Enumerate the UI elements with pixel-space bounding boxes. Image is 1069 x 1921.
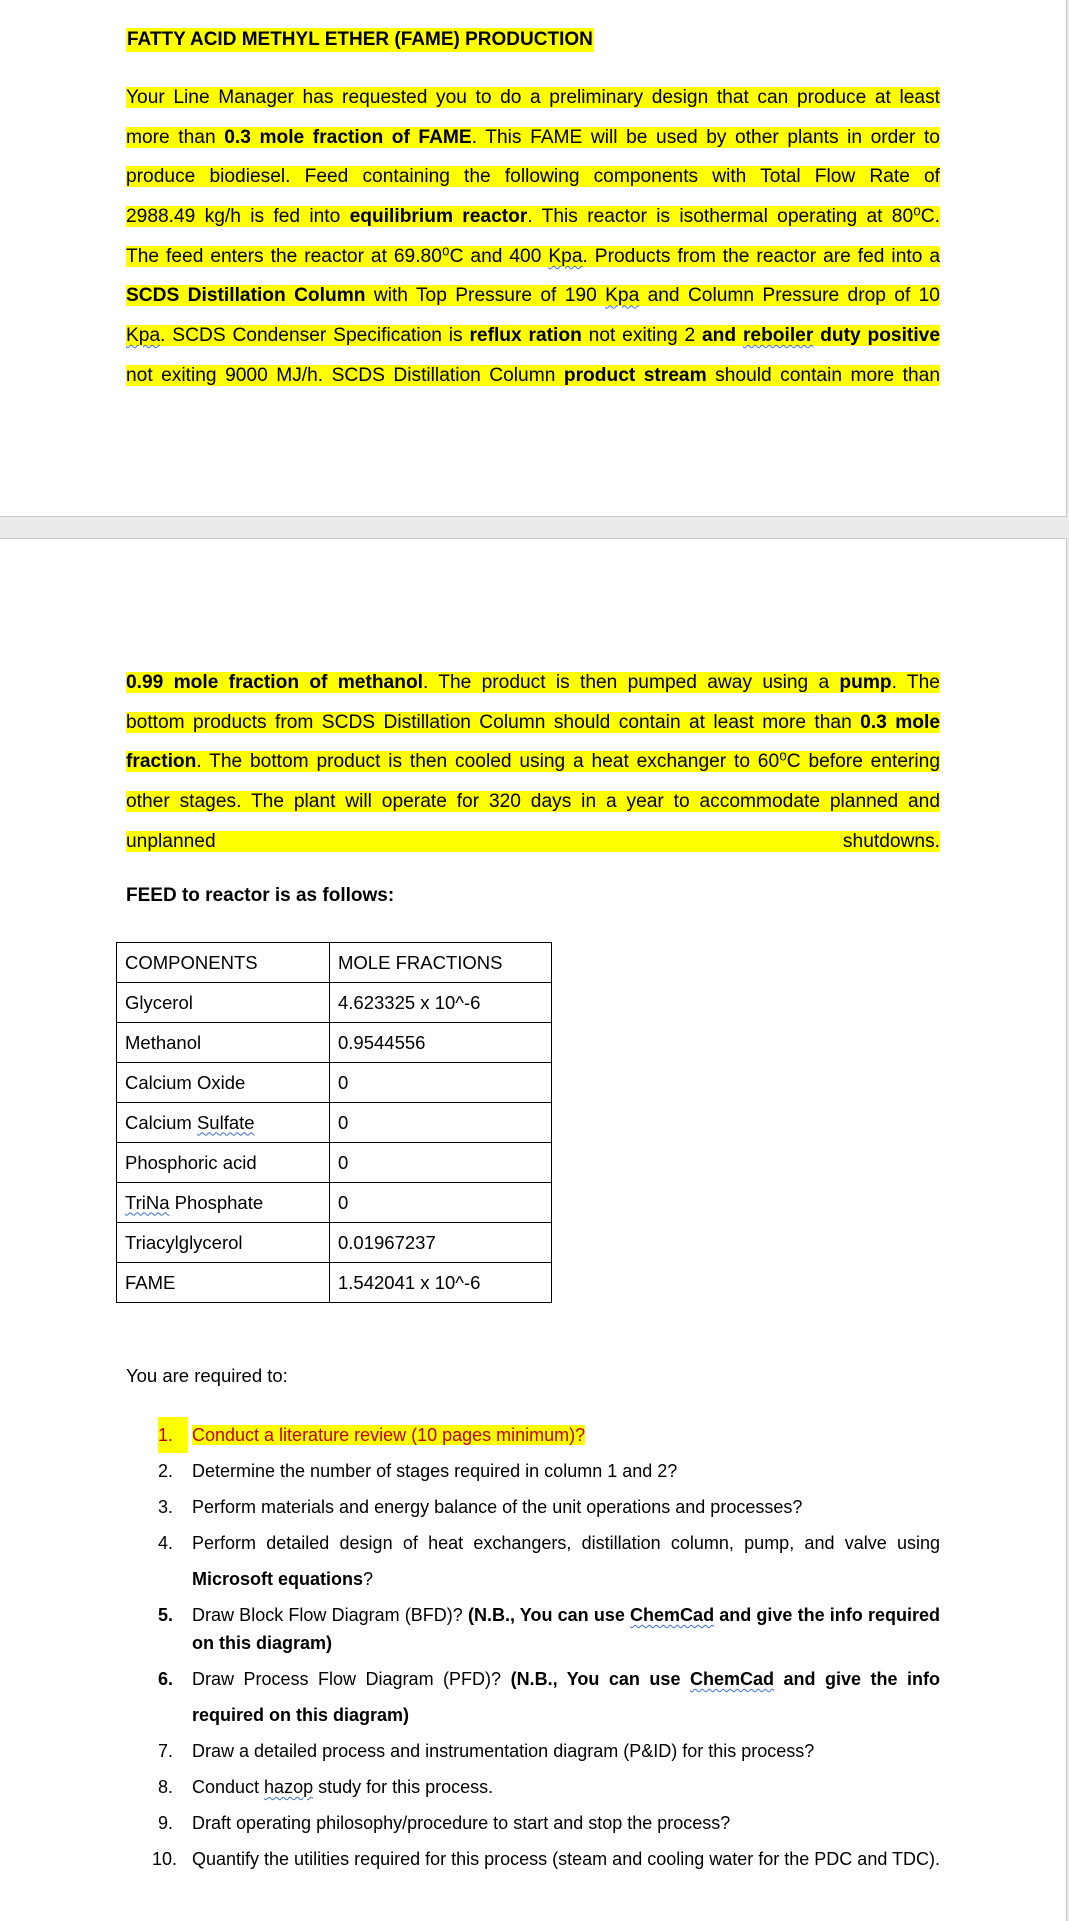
task-list <box>126 1417 940 1877</box>
value-cell: 0.01967237 <box>330 1223 552 1263</box>
value-cell: 1.542041 x 10^-6 <box>330 1263 552 1303</box>
intro-line-4: 2988.49 kg/h is fed into equilibrium reactor. This reactor is isothermal operating at 80⁰C. <box>126 206 940 228</box>
continued-paragraph <box>126 663 940 861</box>
list-item: 1. Conduct a literature review (10 pages minimum)? <box>126 1417 940 1453</box>
list-item: 10. Quantify the utilities required for this process (steam and cooling water for the PDC and TDC). <box>152 1849 941 1869</box>
feed-heading: FEED to reactor is as follows: <box>126 885 395 906</box>
continued-line-2: bottom products from SCDS Distillation Column should contain at least more than 0.3 mole <box>126 711 941 733</box>
list-item: 8. Conduct hazop study for this process. <box>158 1777 494 1797</box>
component-cell: FAME <box>117 1263 330 1303</box>
value-cell: 0 <box>330 1183 552 1223</box>
continued-line-4: other stages. The plant will operate for 320 days in a year to accommodate planned and <box>126 791 940 813</box>
value-cell: 0.9544556 <box>330 1023 552 1063</box>
intro-line-3: produce biodiesel. Feed containing the following components with Total Flow Rate of <box>126 166 940 188</box>
continued-line-5: unplanned shutdowns. <box>126 830 940 852</box>
table-header-row <box>117 943 552 983</box>
table-row <box>117 1103 552 1143</box>
table-row <box>117 1023 552 1063</box>
component-cell: Glycerol <box>117 983 330 1023</box>
table-row <box>117 1183 552 1223</box>
table-row <box>117 983 552 1023</box>
component-cell: Calcium Oxide <box>117 1063 330 1103</box>
document-page-1 <box>0 0 1067 517</box>
component-cell: TriNa Phosphate <box>117 1183 330 1223</box>
list-item: 9. Draft operating philosophy/procedure to start and stop the process? <box>158 1813 731 1833</box>
list-item: 5. Draw Block Flow Diagram (BFD)? (N.B., You can use ChemCad and give the info required on this diagram) <box>158 1605 940 1653</box>
header-components: COMPONENTS <box>117 943 330 983</box>
document-page-2 <box>0 538 1067 1921</box>
value-cell: 0 <box>330 1103 552 1143</box>
intro-line-8: not exiting 9000 MJ/h. SCDS Distillation Column product stream should contain more than <box>126 364 941 386</box>
intro-line-2: more than 0.3 mole fraction of FAME. This FAME will be used by other plants in order to <box>126 126 940 148</box>
table-row <box>117 1263 552 1303</box>
list-item: 2. Determine the number of stages required in column 1 and 2? <box>158 1461 678 1481</box>
table-row <box>117 1063 552 1103</box>
header-mole-fractions: MOLE FRACTIONS <box>330 943 552 983</box>
value-cell: 0 <box>330 1143 552 1183</box>
intro-line-5: The feed enters the reactor at 69.80⁰C and 400 Kpa. Products from the reactor are fed into a <box>126 245 940 267</box>
table-row <box>117 1223 552 1263</box>
feed-table <box>116 942 552 1303</box>
intro-line-1: Your Line Manager has requested you to do a preliminary design that can produce at least <box>126 87 940 108</box>
component-cell: Phosphoric acid <box>117 1143 330 1183</box>
value-cell: 0 <box>330 1063 552 1103</box>
list-item: 3. Perform materials and energy balance of the unit operations and processes? <box>158 1497 803 1517</box>
intro-paragraph <box>126 78 940 396</box>
list-item: 7. Draw a detailed process and instrumentation diagram (P&ID) for this process? <box>158 1741 815 1761</box>
component-cell: Triacylglycerol <box>117 1223 330 1263</box>
list-item: 6. Draw Process Flow Diagram (PFD)? (N.B., You can use ChemCad and give the info required on this diagram) <box>158 1669 941 1725</box>
component-cell: Calcium Sulfate <box>117 1103 330 1143</box>
list-item: 4. Perform detailed design of heat exchangers, distillation column, pump, and valve using Microsoft equations? <box>158 1533 940 1589</box>
continued-line-3: fraction. The bottom product is then cooled using a heat exchanger to 60⁰C before entering <box>126 751 940 773</box>
table-row <box>117 1143 552 1183</box>
required-intro: You are required to: <box>126 1365 288 1386</box>
value-cell: 4.623325 x 10^-6 <box>330 983 552 1023</box>
component-cell: Methanol <box>117 1023 330 1063</box>
continued-line-1: 0.99 mole fraction of methanol. The product is then pumped away using a pump. The <box>126 672 940 693</box>
intro-line-6: SCDS Distillation Column with Top Pressure of 190 Kpa and Column Pressure drop of 10 <box>126 285 940 307</box>
intro-line-7: Kpa. SCDS Condenser Specification is reflux ration not exiting 2 and reboiler duty positive <box>126 325 940 347</box>
document-title: FATTY ACID METHYL ETHER (FAME) PRODUCTION <box>127 29 593 50</box>
